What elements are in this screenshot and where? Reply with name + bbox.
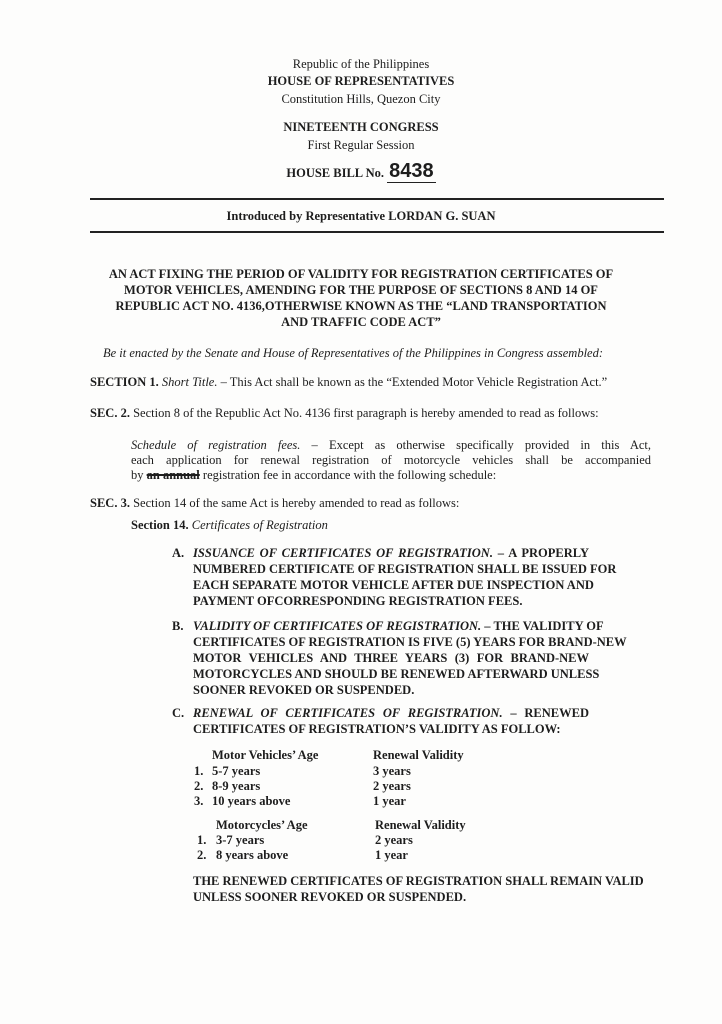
struck-text: an annual — [146, 468, 200, 482]
item-b-line: SOONER REVOKED OR SUSPENDED. — [193, 683, 415, 697]
item-c-line-1-rest: – RENEWED — [502, 706, 589, 720]
item-b-line — [193, 619, 604, 634]
motor-age-header: Motor Vehicles’ Age — [212, 748, 319, 762]
item-a-line: PAYMENT OFCORRESPONDING REGISTRATION FEES. — [193, 594, 523, 608]
bottom-rule — [90, 231, 664, 233]
item-a-marker: A. — [172, 546, 185, 560]
item-a-line: NUMBERED CERTIFICATE OF REGISTRATION SHALL BE ISSUED FOR — [193, 562, 617, 576]
section-3 — [90, 496, 459, 511]
table-row-validity: 1 year — [375, 848, 408, 862]
quote-line — [131, 438, 651, 453]
item-b-line: MOTOR VEHICLES AND THREE YEARS (3) FOR BRAND-NEW — [193, 651, 589, 665]
table-row-age: 8 years above — [216, 848, 289, 862]
moto-age-header: Motorcycles’ Age — [216, 818, 308, 832]
item-c-line — [193, 706, 589, 721]
section-3-text: Section 14 of the same Act is hereby amended to read as follows: — [129, 496, 460, 510]
item-b-line: MOTORCYCLES AND SHOULD BE RENEWED AFTERWARD UNLESS — [193, 667, 600, 681]
congress-line: NINETEENTH CONGRESS — [283, 120, 439, 134]
quote-line-1-rest: – Except as otherwise specifically provided in this Act, — [300, 438, 651, 452]
quote-line-3-pre: by — [131, 468, 147, 482]
closing-line: THE RENEWED CERTIFICATES OF REGISTRATION SHALL REMAIN VALID — [193, 874, 644, 888]
table-row-validity: 1 year — [373, 794, 406, 808]
table-row-validity: 3 years — [373, 764, 411, 778]
table-row-validity: 2 years — [375, 833, 413, 847]
quote-line — [131, 468, 496, 483]
moto-validity-header: Renewal Validity — [375, 818, 466, 832]
table-row-num: 2. — [197, 848, 207, 862]
item-a-line — [193, 546, 589, 561]
item-b-line: CERTIFICATES OF REGISTRATION IS FIVE (5) YEARS FOR BRAND-NEW — [193, 635, 627, 649]
table-row-age: 5-7 years — [212, 764, 261, 778]
title-line: AN ACT FIXING THE PERIOD OF VALIDITY FOR REGISTRATION CERTIFICATES OF — [108, 267, 614, 281]
item-c-line: CERTIFICATES OF REGISTRATION’S VALIDITY AS FOLLOW: — [193, 722, 561, 736]
section-2 — [90, 406, 599, 421]
item-b-marker: B. — [172, 619, 184, 633]
motor-validity-header: Renewal Validity — [373, 748, 464, 762]
section-2-text: Section 8 of the Republic Act No. 4136 first paragraph is hereby amended to read as follows: — [129, 406, 599, 420]
item-a-line-1-rest: – A PROPERLY — [492, 546, 589, 560]
table-row-num: 2. — [194, 779, 204, 793]
section-2-label: SEC. 2. — [90, 406, 130, 420]
title-line: REPUBLIC ACT NO. 4136,OTHERWISE KNOWN AS THE “LAND TRANSPORTATION — [115, 299, 607, 313]
section-1 — [90, 375, 607, 390]
table-row-age: 3-7 years — [216, 833, 265, 847]
item-c-heading: RENEWAL OF CERTIFICATES OF REGISTRATION. — [193, 706, 503, 720]
section-1-label: SECTION 1. — [90, 375, 159, 389]
section-1-text: – This Act shall be known as the “Extended Motor Vehicle Registration Act.” — [217, 375, 608, 389]
session-line: First Regular Session — [307, 138, 415, 152]
quote-line-3-post: registration fee in accordance with the following schedule: — [199, 468, 497, 482]
item-c-marker: C. — [172, 706, 185, 720]
title-line: MOTOR VEHICLES, AMENDING FOR THE PURPOSE OF SECTIONS 8 AND 14 OF — [124, 283, 598, 297]
quote-line: each application for renewal registration of motorcycle vehicles shall be accompanied — [131, 453, 651, 467]
section-3-label: SEC. 3. — [90, 496, 130, 510]
introduced-by: Introduced by Representative LORDAN G. SUAN — [226, 209, 496, 223]
bill-number-line — [0, 160, 722, 183]
top-rule — [90, 198, 664, 200]
section-1-subtitle: Short Title. — [161, 375, 218, 389]
bill-label: HOUSE BILL No. — [286, 166, 384, 180]
house-line: HOUSE OF REPRESENTATIVES — [267, 74, 455, 88]
closing-line: UNLESS SOONER REVOKED OR SUSPENDED. — [193, 890, 467, 904]
item-b-line-1-rest: – THE VALIDITY OF — [481, 619, 604, 633]
item-a-heading: ISSUANCE OF CERTIFICATES OF REGISTRATION. — [193, 546, 493, 560]
table-row-num: 3. — [194, 794, 204, 808]
table-row-age: 10 years above — [212, 794, 291, 808]
bill-number: 8438 — [389, 160, 434, 182]
table-row-age: 8-9 years — [212, 779, 261, 793]
item-a-line: EACH SEPARATE MOTOR VEHICLE AFTER DUE INSPECTION AND — [193, 578, 594, 592]
quote-heading: Schedule of registration fees. — [131, 438, 301, 452]
section-14-title: Certificates of Registration — [188, 518, 328, 532]
location-line: Constitution Hills, Quezon City — [281, 92, 441, 106]
enacting-clause: Be it enacted by the Senate and House of Representatives of the Philippines in Congress assembled: — [103, 346, 604, 360]
item-b-heading: VALIDITY OF CERTIFICATES OF REGISTRATION. — [193, 619, 482, 633]
section-14-heading — [131, 518, 328, 533]
table-row-num: 1. — [197, 833, 207, 847]
republic-line: Republic of the Philippines — [292, 57, 430, 71]
section-14-label: Section 14. — [131, 518, 189, 532]
table-row-num: 1. — [194, 764, 204, 778]
table-row-validity: 2 years — [373, 779, 411, 793]
title-line: AND TRAFFIC CODE ACT” — [281, 315, 441, 329]
